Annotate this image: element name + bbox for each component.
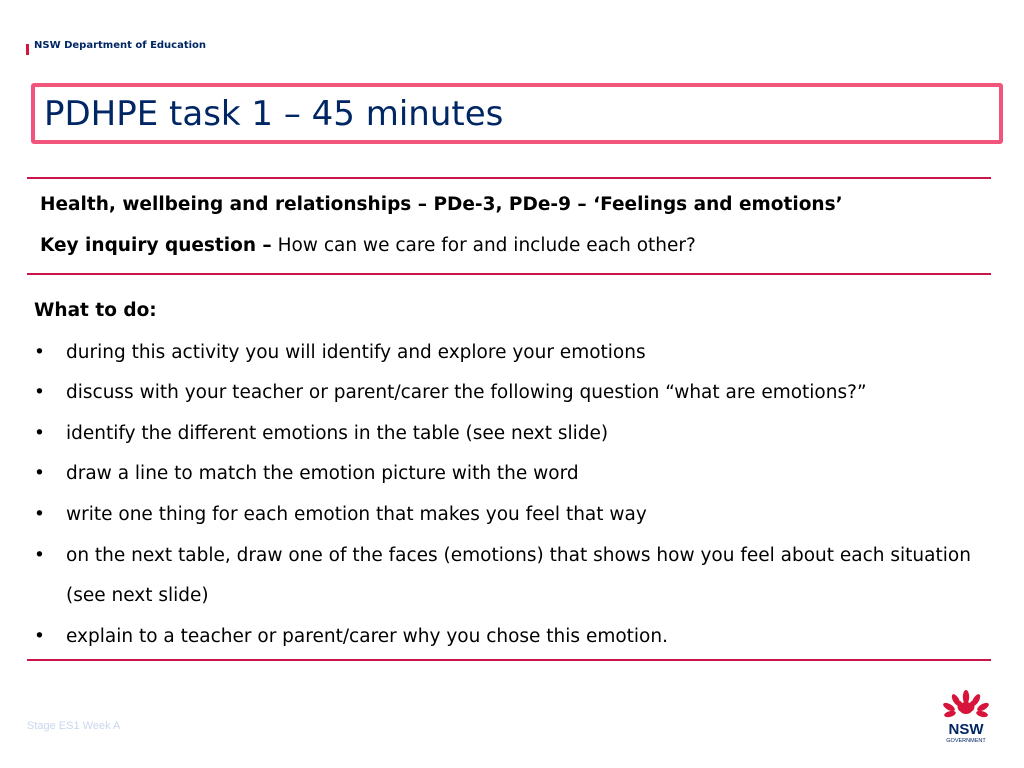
list-item-text: write one thing for each emotion that makes you feel that way — [66, 504, 647, 525]
logo-subtext: GOVERNMENT — [946, 738, 986, 744]
waratah-flower-icon — [942, 690, 990, 718]
title-box — [31, 83, 1003, 144]
bullet: • — [34, 504, 45, 525]
bullet: • — [34, 463, 45, 484]
divider-bottom — [27, 659, 991, 661]
page-title: PDHPE task 1 – 45 minutes — [44, 94, 504, 134]
bullet: • — [34, 423, 45, 444]
footer-label: Stage ES1 Week A — [27, 720, 121, 732]
bullet: • — [34, 382, 45, 403]
bullet: • — [34, 626, 45, 647]
list-item-text: identify the different emotions in the table (see next slide) — [66, 423, 609, 444]
list-item-text: (see next slide) — [66, 585, 209, 606]
inquiry-question — [40, 235, 696, 256]
bullet: • — [34, 342, 45, 363]
department-accent-bar — [26, 44, 29, 55]
list-item-text: during this activity you will identify and explore your emotions — [66, 342, 646, 363]
nsw-government-logo — [938, 688, 994, 746]
divider-top — [27, 177, 991, 179]
logo-wordmark: NSW — [948, 721, 984, 738]
inquiry-label: Key inquiry question – — [40, 235, 272, 256]
list-item-text: explain to a teacher or parent/carer why you chose this emotion. — [66, 626, 668, 647]
list-item-text: draw a line to match the emotion picture with the word — [66, 463, 579, 484]
instructions-heading: What to do: — [34, 300, 157, 321]
bullet: • — [34, 545, 45, 566]
strand-line: Health, wellbeing and relationships – PDe-3, PDe-9 – ‘Feelings and emotions’ — [40, 194, 843, 215]
department-name: NSW Department of Education — [34, 40, 207, 51]
divider-middle — [27, 273, 991, 275]
inquiry-text: How can we care for and include each other? — [277, 235, 696, 256]
list-item-text: discuss with your teacher or parent/carer the following question “what are emotions?” — [66, 382, 867, 403]
list-item-text: on the next table, draw one of the faces (emotions) that shows how you feel about each situation — [66, 545, 971, 566]
